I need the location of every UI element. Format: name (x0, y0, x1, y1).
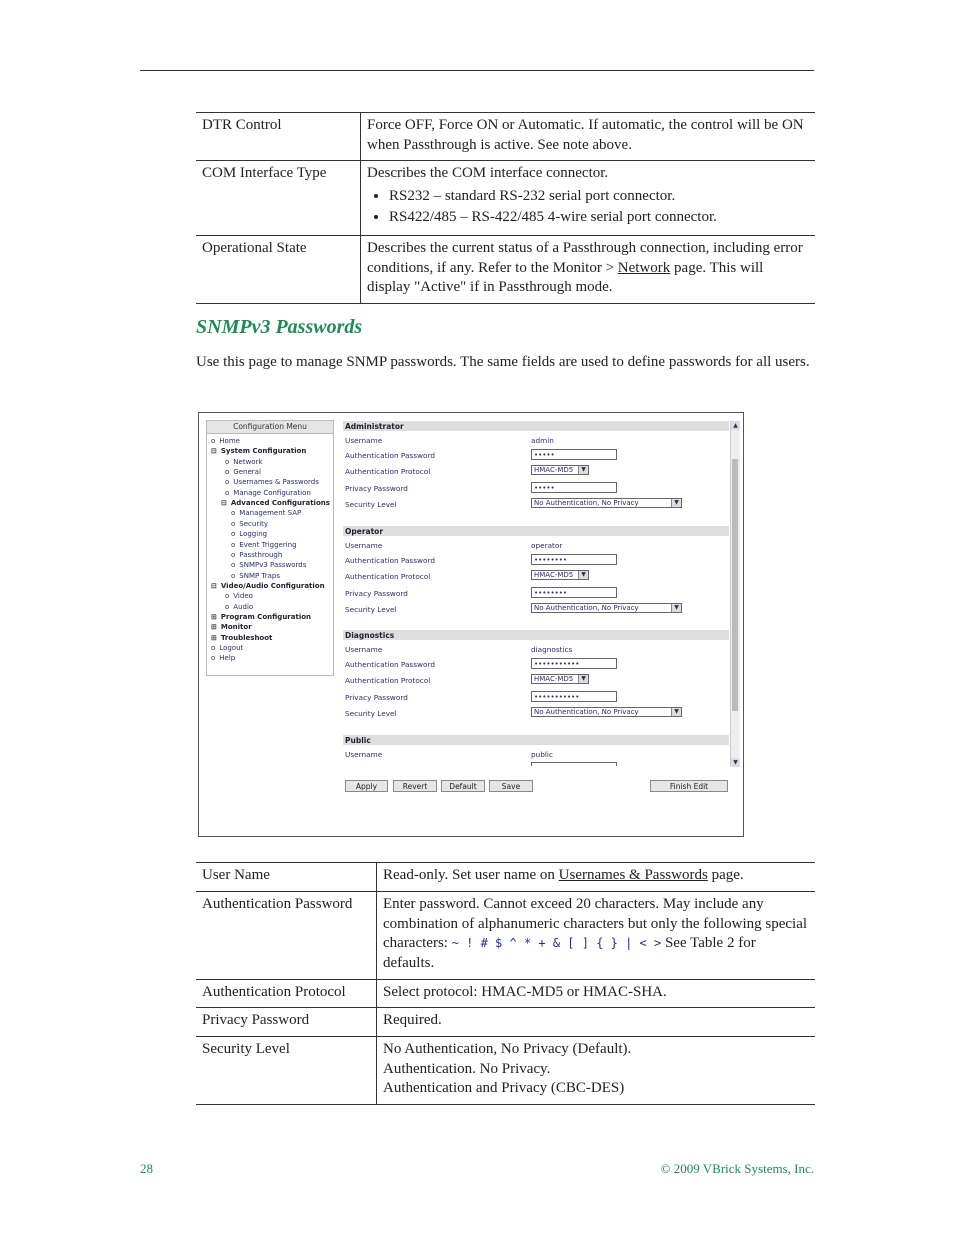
copyright: © 2009 VBrick Systems, Inc. (660, 1161, 814, 1176)
privacy-password-label: Privacy Password (345, 693, 408, 702)
desc-text: page. This will display "Active" if in Passthrough mode. (367, 259, 764, 295)
table-row (196, 863, 815, 892)
menu-item[interactable] (231, 560, 306, 570)
table-row (196, 236, 815, 304)
select-value: No Authentication, No Privacy (534, 499, 639, 507)
collapse-icon: ⊟ (211, 581, 217, 590)
menu-item-label: SNMP Traps (239, 571, 280, 580)
chevron-down-icon[interactable]: ▼ (578, 675, 588, 683)
bullet-icon: o (225, 488, 230, 497)
menu-item[interactable] (211, 622, 252, 632)
scroll-down-icon[interactable]: ▼ (731, 758, 740, 767)
row-desc: Select protocol: HMAC-MD5 or HMAC-SHA. (377, 980, 816, 1008)
bullet-icon: o (211, 644, 216, 652)
username-label: Username (345, 645, 383, 654)
username-label: Username (345, 750, 383, 759)
expand-icon: ⊞ (211, 612, 217, 621)
section-header: Operator (343, 526, 729, 536)
auth-password-field[interactable] (531, 762, 617, 766)
menu-item[interactable] (225, 477, 319, 487)
table-row (196, 161, 815, 236)
row-desc (377, 863, 816, 892)
privacy-password-label: Privacy Password (345, 484, 408, 493)
row-name: DTR Control (196, 113, 361, 161)
auth-protocol-label: Authentication Protocol (345, 467, 431, 476)
table-row (196, 1008, 815, 1037)
chevron-down-icon[interactable]: ▼ (578, 466, 588, 474)
auth-protocol-label: Authentication Protocol (345, 572, 431, 581)
row-name: Privacy Password (196, 1008, 377, 1037)
menu-item-label: Manage Configuration (233, 488, 311, 497)
menu-item-label: Home (219, 437, 240, 445)
bullet-icon: o (225, 478, 230, 487)
username-value: public (531, 750, 553, 759)
bullet-icon: o (231, 530, 236, 539)
row-desc (377, 1037, 816, 1105)
username-label: Username (345, 436, 383, 445)
menu-item-label: Program Configuration (220, 612, 312, 621)
scroll-thumb[interactable] (732, 459, 738, 711)
menu-item[interactable] (231, 540, 297, 550)
bullet-icon: o (231, 571, 236, 580)
expand-icon: ⊞ (211, 633, 217, 642)
table-row (196, 113, 815, 161)
bullet-icon: o (231, 540, 236, 549)
security-level-label: Security Level (345, 500, 397, 509)
snmpv3-screenshot (198, 412, 744, 837)
bullet-list (367, 187, 809, 228)
bullet-icon: o (225, 468, 230, 477)
privacy-password-field[interactable]: ••••• (531, 482, 617, 493)
desc-text: page. (707, 867, 744, 883)
auth-password-field[interactable]: •••••••• (531, 554, 617, 565)
auth-protocol-select[interactable] (531, 465, 589, 475)
table-row (196, 892, 815, 980)
desc-line: Authentication and Privacy (CBC-DES) (383, 1080, 625, 1096)
row-name: Authentication Protocol (196, 980, 377, 1008)
row-name: Authentication Password (196, 892, 377, 980)
save-button[interactable]: Save (489, 780, 533, 792)
menu-item[interactable] (211, 436, 240, 446)
list-item: • RS422/485 – RS-422/485 4-wire serial port connector. (389, 208, 809, 228)
menu-item-label: Logging (239, 530, 268, 539)
auth-password-label: Authentication Password (345, 451, 435, 460)
menu-item[interactable] (225, 488, 311, 498)
table-row (196, 1037, 815, 1105)
menu-item-label: Network (233, 457, 263, 466)
select-value: HMAC-MD5 (534, 466, 574, 474)
desc-line: No Authentication, No Privacy (Default). (383, 1041, 632, 1057)
auth-protocol-select[interactable] (531, 674, 589, 684)
menu-item[interactable] (231, 529, 267, 539)
collapse-icon: ⊟ (221, 499, 227, 508)
menu-item[interactable] (211, 643, 243, 653)
select-value: No Authentication, No Privacy (534, 604, 639, 612)
menu-item[interactable] (225, 467, 261, 477)
row-desc: Required. (377, 1008, 816, 1037)
menu-item[interactable] (225, 591, 253, 601)
special-characters: ~ ! # $ ^ * + & [ ] { } | < > (451, 936, 662, 950)
auth-password-field[interactable]: ••••• (531, 449, 617, 460)
desc-text: See Table 2 for defaults. (383, 935, 756, 971)
menu-item[interactable] (231, 571, 280, 581)
default-button[interactable]: Default (441, 780, 485, 792)
desc-text: Describes the current status of a Passthrough connection, including error conditions, if any. Refer to the Monitor > (367, 240, 803, 276)
row-name: COM Interface Type (196, 161, 361, 236)
auth-password-field[interactable]: ••••••••••• (531, 658, 617, 669)
privacy-password-field[interactable]: •••••••• (531, 587, 617, 598)
menu-item[interactable] (211, 581, 325, 591)
security-level-select[interactable] (531, 603, 682, 613)
menu-item[interactable] (211, 653, 235, 663)
menu-item-label: Logout (219, 644, 244, 652)
page-number: 28 (140, 1161, 153, 1176)
chevron-down-icon[interactable]: ▼ (578, 571, 588, 579)
chevron-down-icon[interactable]: ▼ (671, 499, 681, 507)
menu-item[interactable] (231, 519, 268, 529)
section-heading: SNMPv3 Passwords (196, 316, 363, 338)
row-name: Operational State (196, 236, 361, 304)
network-link[interactable]: Network (617, 259, 671, 276)
security-level-select[interactable] (531, 707, 682, 717)
menu-item-label: Troubleshoot (220, 633, 273, 642)
snmp-form (343, 421, 729, 766)
menu-item-label: Video/Audio Configuration (220, 581, 325, 590)
passthrough-table (196, 112, 815, 304)
auth-password-label: Authentication Password (345, 660, 435, 669)
bullet-icon: o (231, 561, 236, 570)
auth-password-label: Authentication Password (345, 556, 435, 565)
menu-item-label: Event Triggering (239, 540, 297, 549)
desc-line: Authentication. No Privacy. (383, 1060, 551, 1077)
row-desc: Force OFF, Force ON or Automatic. If automatic, the control will be ON when Passthrough is active. See note above. (361, 113, 816, 161)
menu-item-label: Advanced Configurations (230, 499, 330, 508)
row-desc (361, 161, 816, 236)
row-name: User Name (196, 863, 377, 892)
menu-item[interactable] (221, 498, 330, 508)
bullet-icon: o (225, 457, 230, 466)
chevron-down-icon[interactable]: ▼ (671, 708, 681, 716)
desc-text: Read-only. Set user name on (383, 867, 559, 883)
menu-item-label: System Configuration (220, 447, 307, 456)
menu-item-label: Monitor (220, 623, 252, 632)
auth-protocol-select[interactable] (531, 570, 589, 580)
menu-item-label: Passthrough (239, 550, 283, 559)
menu-item[interactable] (211, 612, 311, 622)
menu-item-label: Usernames & Passwords (233, 478, 319, 487)
security-level-label: Security Level (345, 709, 397, 718)
table-row (196, 980, 815, 1008)
username-value: operator (531, 541, 563, 550)
chevron-down-icon[interactable]: ▼ (671, 604, 681, 612)
finish-edit-button[interactable]: Finish Edit (650, 780, 728, 792)
desc-text: Enter password. Cannot exceed 20 characters. May include any combination of alphanumeric characters but only the following special characters: (383, 896, 808, 951)
username-value: diagnostics (531, 645, 573, 654)
bullet-icon: o (211, 437, 216, 445)
menu-item-label: Security (239, 519, 269, 528)
privacy-password-field[interactable]: ••••••••••• (531, 691, 617, 702)
bullet-icon: o (231, 550, 236, 559)
security-level-label: Security Level (345, 605, 397, 614)
username-value: admin (531, 436, 554, 445)
privacy-password-label: Privacy Password (345, 589, 408, 598)
select-value: No Authentication, No Privacy (534, 708, 639, 716)
select-value: HMAC-MD5 (534, 571, 574, 579)
security-level-select[interactable] (531, 498, 682, 508)
select-value: HMAC-MD5 (534, 675, 574, 683)
collapse-icon: ⊟ (211, 447, 217, 456)
usernames-passwords-link[interactable]: Usernames & Passwords (558, 867, 708, 883)
revert-button[interactable]: Revert (393, 780, 437, 792)
menu-item-label: Video (233, 592, 253, 601)
row-desc (361, 236, 816, 304)
header-rule (140, 70, 814, 71)
list-item: • RS232 – standard RS-232 serial port connector. (389, 187, 809, 207)
menu-item-label: Management SAP (239, 509, 302, 518)
section-header: Administrator (343, 421, 729, 431)
section-header: Public (343, 735, 729, 745)
menu-item[interactable] (211, 446, 306, 456)
row-desc (377, 892, 816, 980)
expand-icon: ⊞ (211, 623, 217, 632)
section-header: Diagnostics (343, 630, 729, 640)
menu-item[interactable] (231, 508, 301, 518)
bullet-icon: o (211, 654, 216, 663)
row-desc-text: Describes the COM interface connector. (367, 165, 609, 181)
menu-item[interactable] (225, 602, 253, 612)
auth-protocol-label: Authentication Protocol (345, 676, 431, 685)
scroll-up-icon[interactable]: ▲ (731, 421, 740, 430)
menu-item-label: Audio (233, 602, 254, 611)
bullet-icon: o (231, 519, 236, 528)
form-scrollbar[interactable] (730, 421, 740, 767)
row-name: Security Level (196, 1037, 377, 1105)
menu-item-label: SNMPv3 Passwords (239, 561, 307, 570)
menu-item-label: General (233, 468, 261, 477)
menu-item[interactable] (231, 550, 282, 560)
bullet-icon: o (225, 602, 230, 611)
bullet-icon: o (225, 592, 230, 601)
menu-title: Configuration Menu (207, 421, 333, 434)
menu-item[interactable] (225, 457, 263, 467)
menu-item-label: Help (219, 654, 236, 663)
apply-button[interactable]: Apply (345, 780, 388, 792)
menu-item[interactable] (211, 633, 272, 643)
bullet-icon: o (231, 509, 236, 518)
section-intro: Use this page to manage SNMP passwords. The same fields are used to define passwords for all users. (196, 354, 810, 370)
snmp-fields-table (196, 862, 815, 1105)
username-label: Username (345, 541, 383, 550)
configuration-menu (206, 420, 334, 676)
